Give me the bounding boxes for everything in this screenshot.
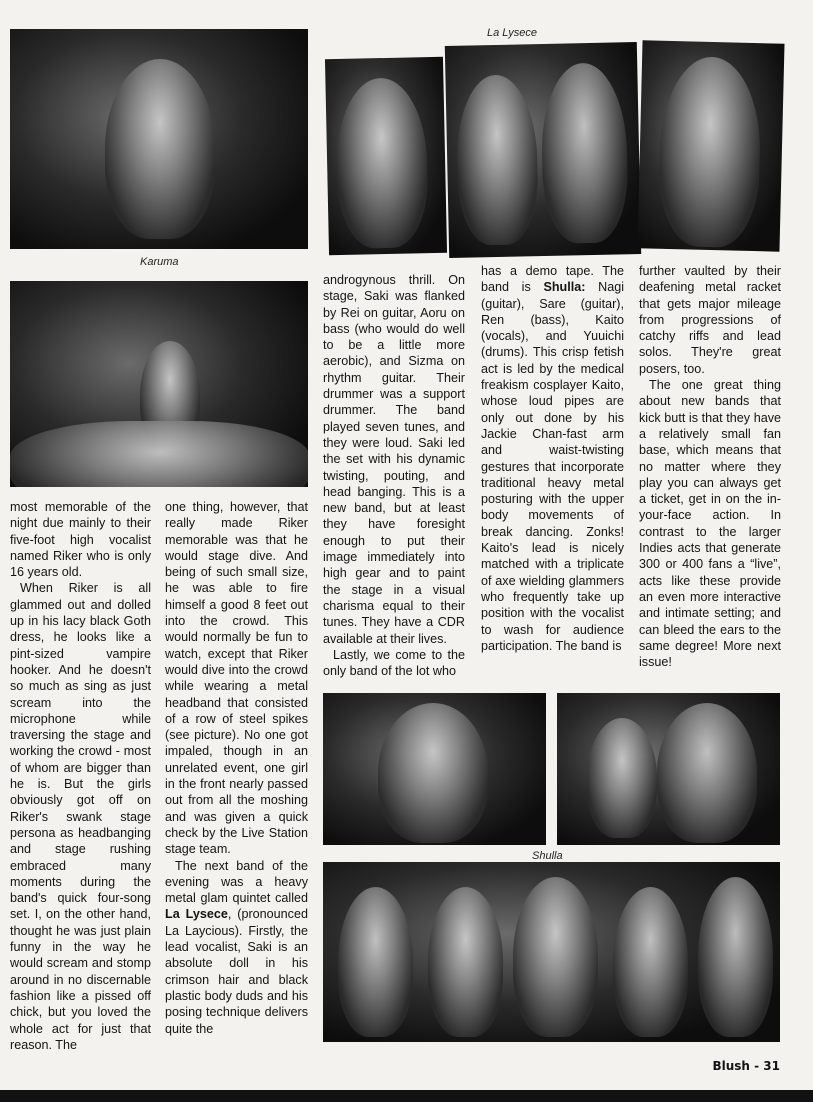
- article-column-4: [481, 263, 624, 654]
- shulla-photo-2: [557, 693, 780, 845]
- band-name-shulla: Shulla:: [543, 280, 586, 295]
- article-column-5: [639, 263, 781, 670]
- col2-para-1: one thing, however, that really made Riker memorable was that he would stage dive. And being of such small size, he was able to fire himself a good 8 feet out into the crowd. This would normally be fun to watch, except that Riker would dive into the crowd while wearing a metal headband that consisted of a row of steel spikes (see picture). No one got impaled, though in an unrelated event, one girl in the front nearly passed out from all the moshing and was given a quick check by the Live Station stage team.: [165, 500, 308, 857]
- col2-para-2: [165, 858, 308, 1037]
- col3-para-1: androgynous thrill. On stage, Saki was flanked by Rei on guitar, Aoru on bass (who would do well to be a little more aerobic), and Sizma on rhythm guitar. Their drummer was a support drummer. The band played seven tunes, and they were loud. Saki led the set with his dynamic twisting, pouting, and head banging. This is a new band, but at least they have foresight enough to put their image immediately into high gear and to paint the stage in a visual charisma equal to their tunes. They have a CDR available at their lives.: [323, 273, 465, 646]
- col4-para-1: [481, 263, 624, 654]
- caption-la-lysece: La Lysece: [487, 27, 537, 39]
- article-column-2: [165, 499, 308, 1037]
- karuma-vocalist-photo: [10, 29, 308, 249]
- col5-para-2: The one great thing about new bands that kick butt is that they have a relatively small fan base, which means that no matter where they play you can always get a ticket, get in on the in-your-face action. In contrast to the larger Indies acts that generate 300 or 400 fans a “live”, acts like these provide an even more interactive and intimate setting; and can bleed the ears to the same degree! More next issue!: [639, 378, 781, 670]
- col4-para-1-lead: has a demo tape. The band is: [481, 264, 624, 295]
- col1-para-1: most memorable of the night due mainly to their five-foot high vocalist named Riker who is only 16 years old.: [10, 500, 151, 580]
- col4-para-1-rest: Nagi (guitar), Sare (guitar), Ren (bass), Kaito (vocals), and Yuuichi (drums). This crisp fetish act is led by the medical freakism cosplayer Kaito, whose loud pipes are only out done by his Jackie Chan-fast arm and waist-twisting gestures that incorporate traditional heavy metal posturing with the upper body movements of break dancing. Zonks! Kaito's lead is nicely matched with a triplicate of axe wielding glammers who frequently take up position with the vocalist to wash for audience participation. The band is: [481, 280, 624, 653]
- article-column-3: [323, 272, 465, 679]
- live-stage-crowd-photo: [10, 281, 308, 487]
- shulla-photo-1: [323, 693, 546, 845]
- band-name-la-lysece: La Lysece: [165, 907, 228, 922]
- caption-shulla: Shulla: [532, 850, 563, 862]
- la-lysece-photo-3: [637, 40, 784, 251]
- la-lysece-photo-2: [445, 42, 641, 258]
- la-lysece-photo-1: [325, 57, 447, 255]
- col1-para-2: When Riker is all glammed out and dolled up in his lacy black Goth dress, he looks like a pint-sized vampire hooker. And he doesn't so much as sing as just scream into the microphone while traversing the stage and working the crowd - most of whom are bigger than he is. But the girls obviously got off on Riker's swank stage persona as headbanging and stage rushing embraced many moments during the band's quick four-song set. I, on the other hand, thought he was just plain funny in the way he would scream and stomp around in no discernable fashion like a pissed off chick, but you loved the whole act for just that reason. The: [10, 581, 151, 1052]
- col2-para-2-rest: , (pronounced La Laycious). Firstly, the lead vocalist, Saki is an absolute doll in his crimson hair and black plastic body duds and his posing technique delivers quite the: [165, 907, 308, 1036]
- article-column-1: [10, 499, 151, 1053]
- col3-para-2: Lastly, we come to the only band of the lot who: [323, 647, 465, 679]
- caption-karuma: Karuma: [140, 256, 179, 268]
- bottom-scan-band: [0, 1090, 813, 1102]
- col5-para-1: further vaulted by their deafening metal racket that gets major mileage from progressions of catchy riffs and lead solos. They're great posers, too.: [639, 264, 781, 376]
- shulla-group-photo: [323, 862, 780, 1042]
- page-folio: Blush - 31: [712, 1059, 780, 1073]
- col2-para-2-lead: The next band of the evening was a heavy metal glam quintet called: [165, 858, 308, 906]
